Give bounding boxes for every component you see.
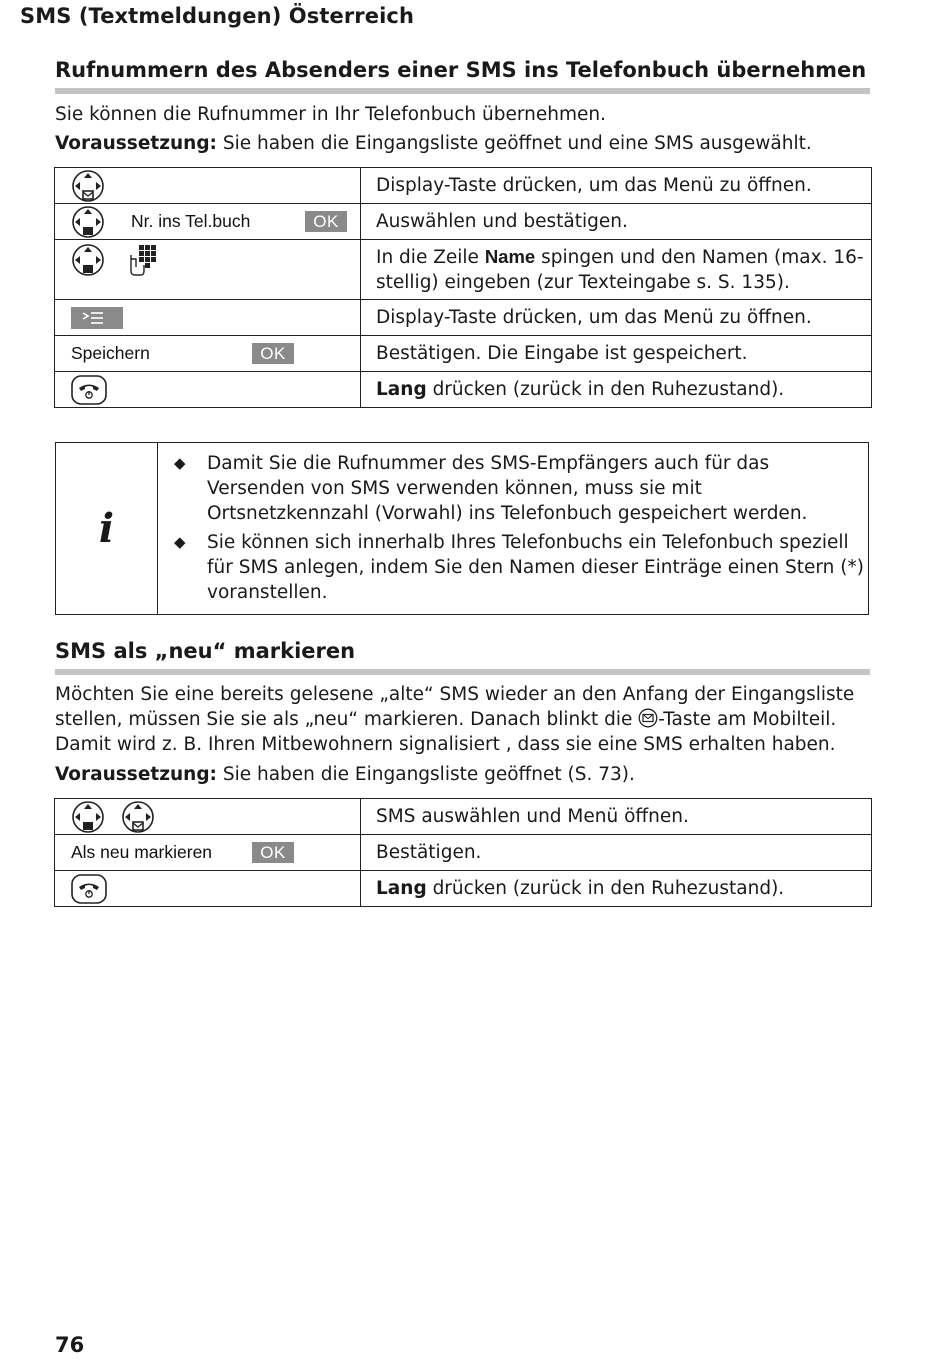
end-call-key-icon[interactable] [71,375,107,405]
step-action-cell [55,300,361,336]
table-row [55,300,872,336]
nav-key-phonebook-icon[interactable] [71,800,105,834]
ok-softkey[interactable]: OK [252,343,294,364]
step-text: drücken (zurück in den Ruhezustand). [426,379,785,400]
field-name-bold: Name [484,246,536,267]
step-bold: Lang [376,878,427,899]
list-item [174,530,864,605]
step-action-cell [55,835,361,871]
step-description: Bestätigen. Die Eingabe ist gespeichert. [361,336,872,372]
step-description [361,240,872,300]
bullet-text: Damit Sie die Rufnummer des SMS-Empfängers auch für das Versenden von SMS verwenden können, muss sie mit Ortsnetzkennzahl (Vorwahl) ins Telefonbuch gespeichert werden. [207,453,808,524]
step-action-cell [55,240,361,300]
keypad-icon[interactable] [125,243,159,277]
table-row [55,336,872,372]
page-header-title: SMS (Textmeldungen) Österreich [20,4,414,28]
section1-prereq [55,131,870,156]
step-bold: Lang [376,379,427,400]
ok-softkey[interactable]: OK [252,842,294,863]
step-action-cell [55,372,361,408]
step-text-pre: In die Zeile [376,247,485,268]
step-action-cell [55,871,361,907]
paragraph-text: -Taste am Mobilteil. Damit wird z. B. Ihren Mitbewohnern signalisiert , dass sie eine SMS erhalten haben. [55,709,837,755]
page-number: 76 [55,1333,85,1357]
section1-steps-table [54,167,872,408]
message-key-icon [638,708,658,728]
step-description: SMS auswählen und Menü öffnen. [361,799,872,835]
step-description: Bestätigen. [361,835,872,871]
table-row [55,871,872,907]
menu-item-label[interactable]: Nr. ins Tel.buch [131,211,251,231]
step-action-cell [55,336,361,372]
menu-item-label[interactable]: Speichern [71,343,150,363]
nav-key-phonebook-icon[interactable] [71,243,105,277]
table-row [55,799,872,835]
prereq-label: Voraussetzung: [55,133,217,154]
section2-steps-table [54,798,872,907]
section1-intro: Sie können die Rufnummer in Ihr Telefonbuch übernehmen. [55,104,606,125]
step-action-cell [55,799,361,835]
diamond-bullet-icon: ◆ [174,533,186,551]
table-row [55,240,872,300]
nav-key-down-icon[interactable] [121,800,155,834]
step-text: spingen und den Namen (max. 16-stellig) eingeben (zur Texteingabe s. S. 135). [376,247,864,293]
section2-paragraph [55,682,870,757]
step-description: Display-Taste drücken, um das Menü zu öffnen. [361,168,872,204]
nav-key-phonebook-icon[interactable] [71,205,105,239]
end-call-key-icon[interactable] [71,874,107,904]
prereq-text: Sie haben die Eingangsliste geöffnet (S. 73). [216,764,635,785]
menu-softkey-icon[interactable] [71,307,123,329]
ok-softkey[interactable]: OK [305,211,347,232]
prereq-label: Voraussetzung: [55,764,217,785]
table-row [55,835,872,871]
menu-item-label[interactable]: Als neu markieren [71,842,213,862]
step-description: Display-Taste drücken, um das Menü zu öffnen. [361,300,872,336]
diamond-bullet-icon: ◆ [174,454,186,472]
prereq-text: Sie haben die Eingangsliste geöffnet und eine SMS ausgewählt. [216,133,812,154]
step-description [361,372,872,408]
section2-heading: SMS als „neu“ markieren [55,639,870,675]
nav-key-down-icon[interactable] [71,169,105,203]
info-box [55,442,869,615]
paragraph-text: Möchten Sie eine bereits gelesene „alte“ SMS wieder an den Anfang der Eingangsliste stellen, müssen Sie sie als „neu“ markieren. Danach blinkt die [55,684,855,730]
list-item [174,451,864,526]
step-action-cell [55,204,361,240]
section2-prereq [55,762,870,787]
table-row [55,168,872,204]
section2-heading-block [55,639,870,675]
step-text: drücken (zurück in den Ruhezustand). [426,878,785,899]
section1-heading-block [55,58,870,94]
section1-heading: Rufnummern des Absenders einer SMS ins Telefonbuch übernehmen [55,58,870,94]
bullet-text: Sie können sich innerhalb Ihres Telefonbuchs ein Telefonbuch speziell für SMS anlegen, indem Sie den Namen dieser Einträge einen Stern (*) voranstellen. [207,532,864,603]
step-action-cell [55,168,361,204]
step-description: Auswählen und bestätigen. [361,204,872,240]
table-row [55,372,872,408]
info-bullet-list [174,451,864,609]
info-icon: i [56,443,158,614]
step-description [361,871,872,907]
table-row [55,204,872,240]
